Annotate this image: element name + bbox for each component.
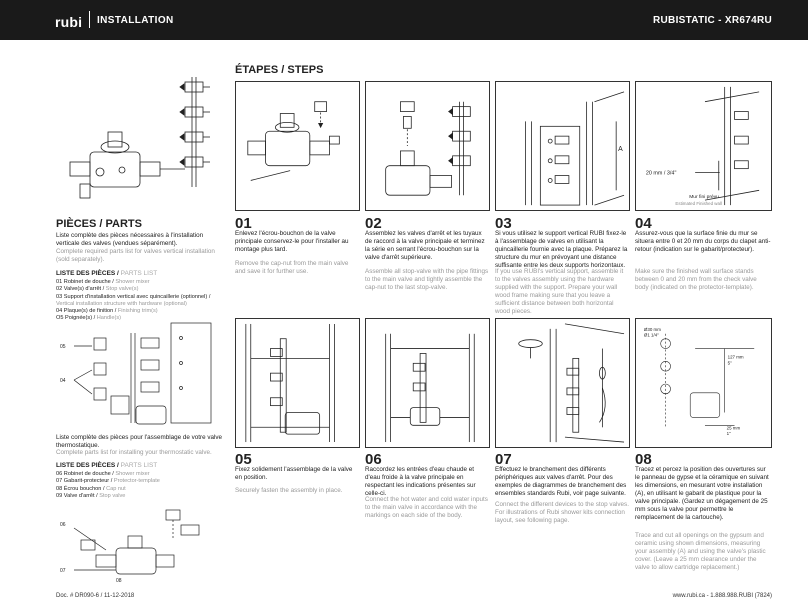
- step-03-text-fr: Si vous utilisez le support vertical RUBI fixez-le à l'assemblage de valves en utilisant la quincaillerie fournie avec la plaque. Préparez la structure du mur en prévoyant une distance suffisante entre les deux supports horizontaux.: [495, 230, 628, 270]
- step-04-wall-label-fr: Mur fini prévu: [689, 195, 719, 201]
- list-item: 06 Robinet de douche / Shower mixer: [56, 471, 150, 477]
- parts-list-1-heading-fr: LISTE DES PIÈCES: [56, 270, 116, 277]
- parts-list-1-heading-en: PARTS LIST: [120, 270, 158, 277]
- parts-list-2: [56, 471, 226, 500]
- step-04-wall-label-en: Estimated Finished wall: [675, 201, 722, 207]
- step-07-number: 07: [495, 451, 512, 468]
- doc-number: Doc. # DR090-6 / 11-12-2018: [56, 593, 135, 599]
- list-item: 02 Valve(s) d'arrêt / Stop valve(s): [56, 286, 139, 293]
- step-03-illustration: [495, 81, 630, 211]
- parts-mid-fr: Liste complète des pièces pour l'assemblage de votre valve thermostatique.: [56, 434, 223, 450]
- parts-callout-06: 06: [60, 522, 66, 528]
- model-number: RUBISTATIC - XR674RU: [653, 15, 772, 26]
- step-04-dimension: 20 mm / 3/4": [645, 170, 677, 177]
- parts-intro-fr: Liste complète des pièces nécessaires à l'installation verticale des valves (vendues séparément).: [56, 232, 204, 248]
- logo-divider: [89, 11, 90, 28]
- step-07-text-en: Connect the different devices to the stop valves. For illustrations of Rubi shower kits connection layout, see following page.: [495, 501, 629, 525]
- step-02-text-fr: Assemblez les valves d'arrêt et les tuyaux de raccord à la valve principale et terminez la série en serrant l'écrou-bouchon sur la valve d'arrêt supérieure.: [365, 230, 485, 262]
- step-08-text-fr: Tracez et percez la position des ouvertures sur le panneau de gypse et la céramique en suivant les dimensions, en mesurant votre installation (A), en utilisant le gabarit de plastique pour la valve principale. (Gardez un dégagement de 25 mm sous la valve pour permettre le remplacement de la cartouche).: [635, 466, 769, 522]
- parts-callout-05: 05: [60, 344, 66, 350]
- step-08-label-d1: Ø30 mm: [643, 326, 661, 332]
- step-07-illustration: [495, 318, 630, 448]
- header-bar: [0, 0, 808, 40]
- step-08-label-d1b: Ø1 1/4": [643, 332, 659, 338]
- parts-list-2-heading: LISTE DES PIÈCES / PARTS LIST: [56, 462, 158, 469]
- parts-callout-04: 04: [60, 378, 66, 384]
- steps-title: ÉTAPES / STEPS: [235, 64, 324, 76]
- parts-list-2-heading-fr: LISTE DES PIÈCES: [56, 462, 116, 469]
- step-06-text-en: Connect the hot water and cold water inputs to the main valve in accordance with the markings on each side of the body.: [365, 496, 488, 520]
- step-05-text-fr: Fixez solidement l'assemblage de la valve en position.: [235, 466, 353, 482]
- step-08-label-d2b: 5": [727, 360, 732, 366]
- step-01-text-en: Remove the cap-nut from the main valve and save it for further use.: [235, 260, 349, 276]
- step-02-illustration: [365, 81, 490, 211]
- list-item: 01 Robinet de douche / Shower mixer: [56, 279, 150, 285]
- section-title: INSTALLATION: [97, 15, 174, 26]
- step-04-illustration: [635, 81, 772, 211]
- list-item: 04 Plaque(s) de finition / Finishing trim(s): [56, 308, 158, 315]
- step-02-number: 02: [365, 215, 382, 232]
- parts-callout-07: 07: [60, 568, 66, 574]
- step-08-illustration: [635, 318, 772, 448]
- step-05-illustration: [235, 318, 360, 448]
- step-04-text-en: Make sure the finished wall surface stands between 0 and 20 mm from the check valve body (indicated on the protector-template).: [635, 268, 757, 292]
- step-03-dimension-label: A: [618, 145, 623, 153]
- contact-info: www.rubi.ca - 1.888.988.RUBI (7824): [672, 593, 772, 599]
- step-04-text-fr: Assurez-vous que la surface finie du mur se situera entre 0 et 20 mm du corps du clapet anti-retour (indication sur le gabarit/protecteur).: [635, 230, 771, 254]
- step-08-label-d3: 25 mm: [726, 425, 741, 431]
- step-01-illustration: [235, 81, 360, 211]
- valve-assembly-illustration: [60, 62, 220, 207]
- parts-title: PIÈCES / PARTS: [56, 218, 142, 230]
- step-03-number: 03: [495, 215, 512, 232]
- parts-mid-en: Complete parts list for installing your thermostatic valve.: [56, 449, 212, 456]
- parts-list-2-heading-en: PARTS LIST: [120, 462, 158, 469]
- parts-exploded-illustration-1: [56, 318, 226, 428]
- step-02-text-en: Assemble all stop-valve with the pipe fittings to the main valve and tightly assemble the cap-nut to the last stop-valve.: [365, 268, 489, 292]
- step-01-number: 01: [235, 215, 252, 232]
- step-08-label-d2: 127 mm: [727, 354, 744, 360]
- step-04-number: 04: [635, 215, 652, 232]
- list-item: 07 Gabarit-protecteur / Protector-template: [56, 478, 160, 485]
- step-08-text-en: Trace and cut all openings on the gypsum and ceramic using shown dimensions, measuring your assembly (A) and using the valve's plastic cover. (Leave a 25 mm clearance under the valve to allow cartridge replacement.): [635, 532, 766, 572]
- parts-callout-08: 08: [116, 578, 122, 584]
- step-05-text-en: Securely fasten the assembly in place.: [235, 487, 343, 494]
- parts-list-1: [56, 279, 226, 323]
- step-05-number: 05: [235, 451, 252, 468]
- step-03-text-en: If you use RUBI's vertical support, assemble it to the valves assembly using the hardware supplied with the support. Prepare your wall wood frame making sure that you leave a sufficient distance between both horizontal wood pieces.: [495, 268, 624, 316]
- step-06-number: 06: [365, 451, 382, 468]
- list-item: O5 Poignée(s) / Handle(s): [56, 315, 121, 322]
- list-item: 09 Valve d'arrêt / Stop valve: [56, 492, 126, 499]
- step-08-number: 08: [635, 451, 652, 468]
- brand-logo: rubi: [55, 14, 83, 30]
- parts-exploded-illustration-2: [56, 500, 226, 586]
- step-08-label-d3b: 1": [726, 431, 731, 437]
- step-07-text-fr: Effectuez le branchement des différents périphériques aux valves d'arrêt. Pour des exemples de diagrammes de branchement des ensembles standards Rubi, voir page suivante.: [495, 466, 627, 498]
- step-06-text-fr: Raccordez les entrées d'eau chaude et d'eau froide à la valve principale en respectant les indications présentes sur celle-ci.: [365, 466, 476, 498]
- parts-intro-en: Complete required parts list for valves vertical installation (sold separately).: [56, 248, 215, 264]
- list-item: 03 Support d'installation vertical avec quincaillerie (optionnel) / Vertical installation structure with hardware (optional): [56, 293, 211, 307]
- parts-list-1-heading: LISTE DES PIÈCES / PARTS LIST: [56, 270, 158, 277]
- step-06-illustration: [365, 318, 490, 448]
- list-item: 08 Écrou bouchon / Cap nut: [56, 485, 126, 492]
- step-01-text-fr: Enlevez l'écrou-bouchon de la valve principale conservez-le pour l'installer au montage plus tard.: [235, 230, 349, 254]
